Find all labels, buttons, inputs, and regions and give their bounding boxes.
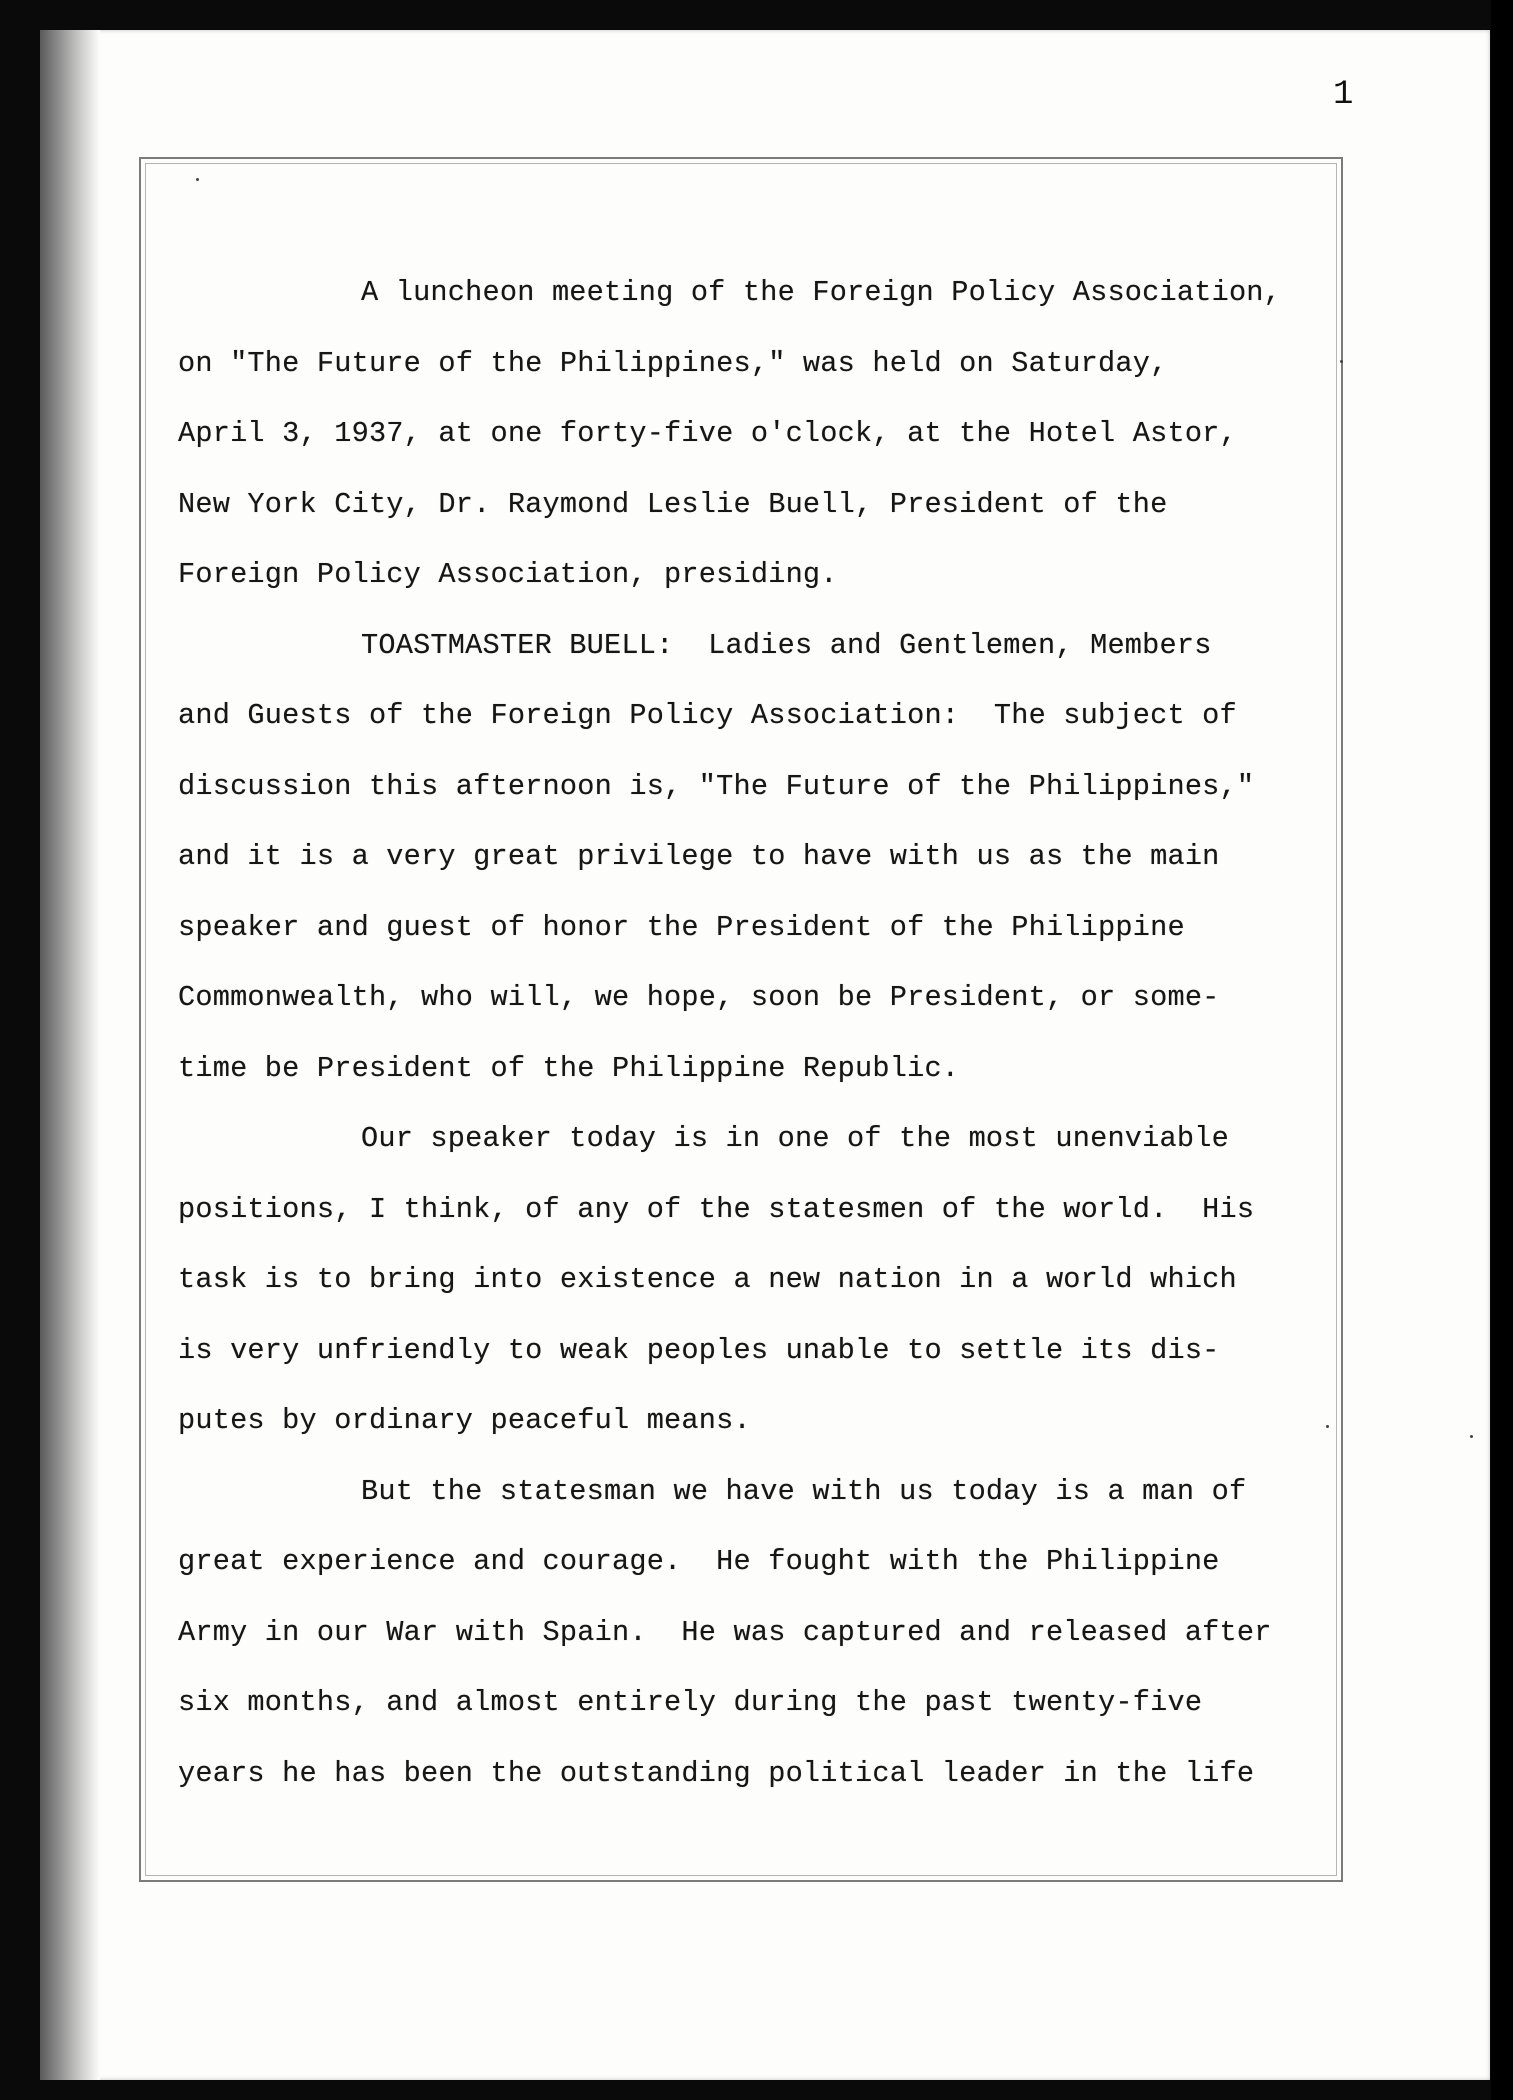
- text-line: and it is a very great privilege to have with us as the main: [178, 840, 1220, 873]
- paragraph-statesman: [178, 1457, 1348, 1810]
- text-line: on "The Future of the Philippines," was held on Saturday,: [178, 346, 1168, 380]
- paragraph-speaker: [178, 1104, 1348, 1457]
- scan-right-edge: [1491, 0, 1513, 2100]
- text-line: positions, I think, of any of the statesmen of the world. His: [178, 1192, 1255, 1226]
- text-line: speaker and guest of honor the President of the Philippine: [178, 910, 1185, 944]
- text-line: Foreign Policy Association, presiding.: [178, 558, 838, 591]
- text-line: Our speaker today is in one of the most unenviable: [361, 1122, 1229, 1155]
- paragraph-toastmaster: [178, 611, 1348, 1105]
- text-line: great experience and courage. He fought with the Philippine: [178, 1545, 1220, 1578]
- text-line: discussion this afternoon is, "The Future of the Philippines,": [178, 769, 1255, 803]
- text-line: and Guests of the Foreign Policy Association: The subject of: [178, 699, 1237, 732]
- scan-speck: [196, 178, 199, 181]
- scan-speck: [1470, 1435, 1473, 1438]
- text-line: TOASTMASTER BUELL: Ladies and Gentlemen, Members: [361, 628, 1212, 662]
- text-line: is very unfriendly to weak peoples unable to settle its dis-: [178, 1333, 1220, 1367]
- text-line: task is to bring into existence a new nation in a world which: [178, 1263, 1237, 1296]
- text-line: A luncheon meeting of the Foreign Policy Association,: [361, 276, 1282, 309]
- text-line: Army in our War with Spain. He was captured and released after: [178, 1615, 1272, 1649]
- text-line: Commonwealth, who will, we hope, soon be President, or some-: [178, 981, 1220, 1014]
- transcript-body: [178, 258, 1348, 1809]
- text-line: April 3, 1937, at one forty-five o'clock, at the Hotel Astor,: [178, 417, 1237, 450]
- text-line: time be President of the Philippine Republic.: [178, 1051, 960, 1085]
- text-line: putes by ordinary peaceful means.: [178, 1404, 751, 1437]
- text-line: But the statesman we have with us today is a man of: [361, 1474, 1247, 1508]
- binding-shadow: [40, 30, 100, 2080]
- text-line: six months, and almost entirely during the past twenty-five: [178, 1686, 1203, 1719]
- scan-speck: [1326, 1425, 1329, 1428]
- scan-speck: [1340, 360, 1343, 363]
- page-number: 1: [1333, 76, 1354, 114]
- paragraph-opening: [178, 258, 1348, 611]
- text-line: New York City, Dr. Raymond Leslie Buell, President of the: [178, 487, 1168, 521]
- text-line: years he has been the outstanding political leader in the life: [178, 1756, 1255, 1790]
